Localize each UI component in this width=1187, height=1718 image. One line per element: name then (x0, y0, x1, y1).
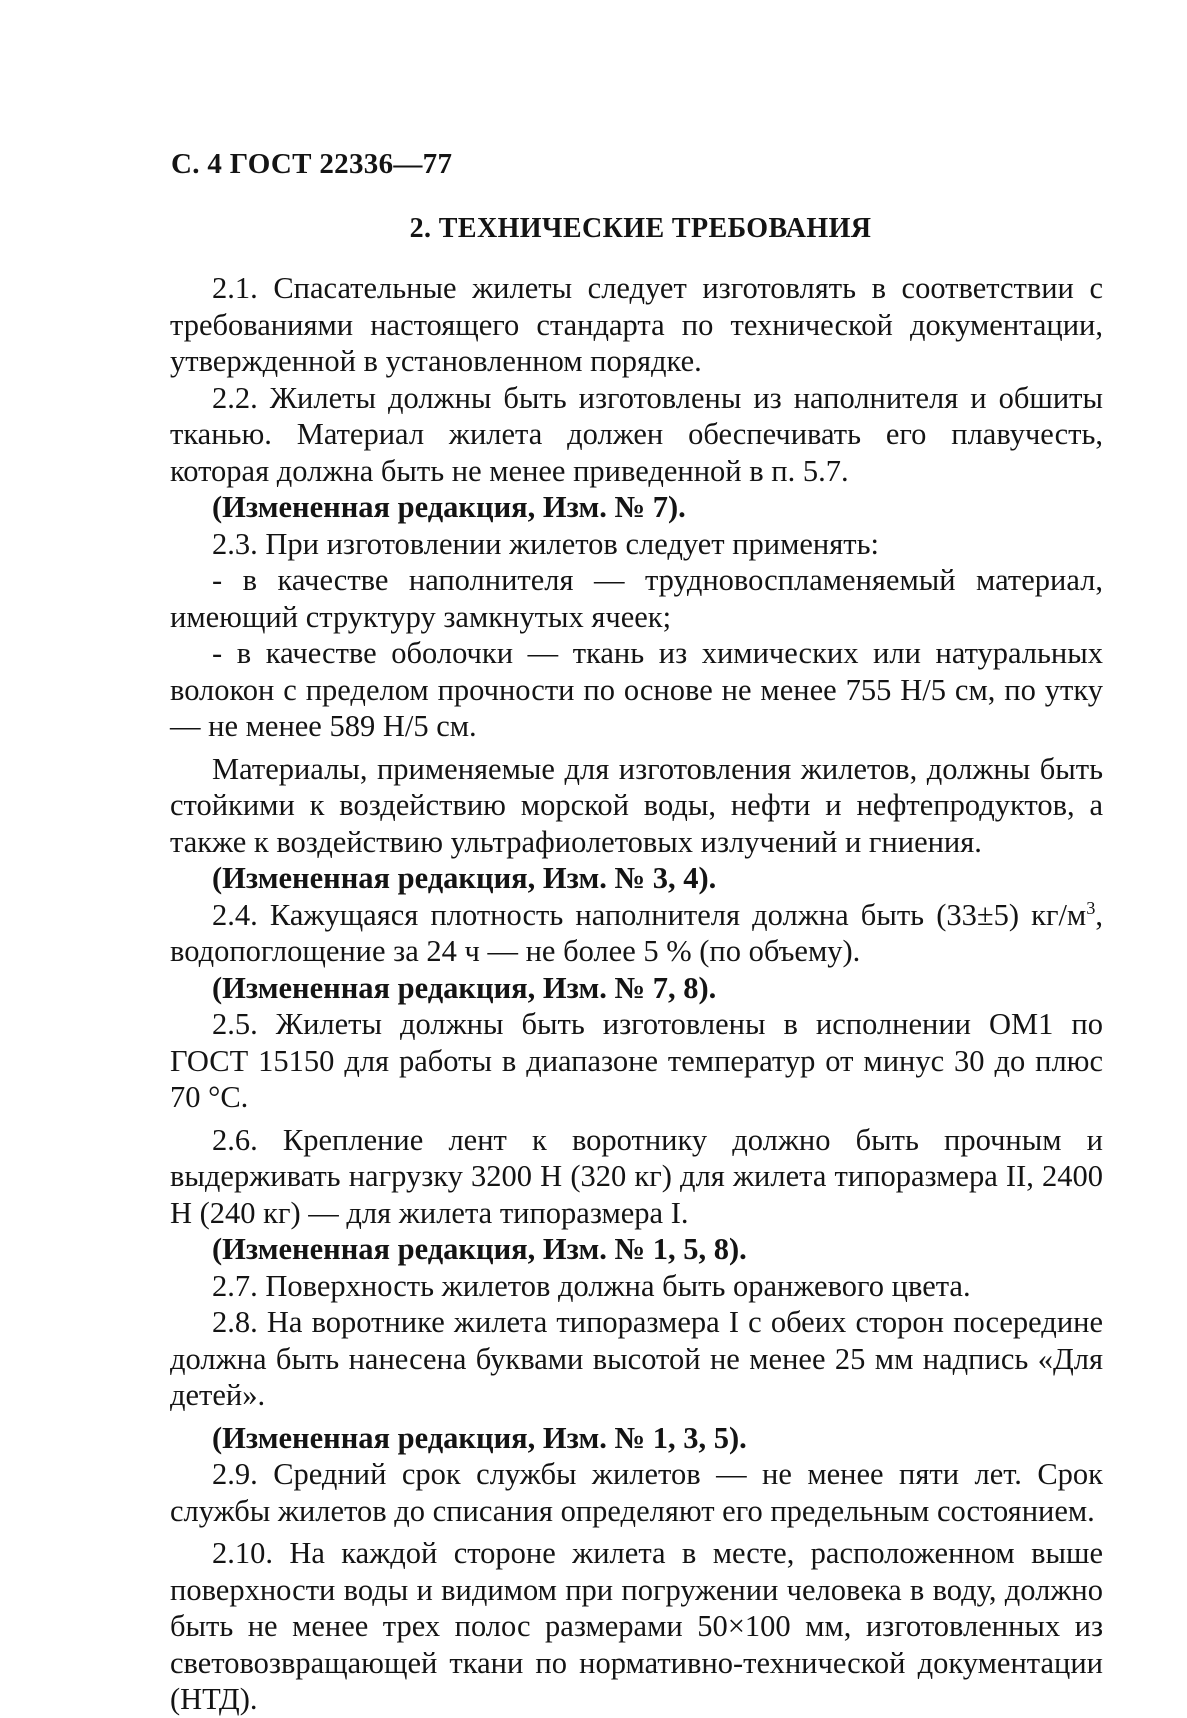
section-title: 2. ТЕХНИЧЕСКИЕ ТРЕБОВАНИЯ (409, 213, 872, 244)
amendment-note-2-2: (Измененная редакция, Изм. № 7). (212, 490, 686, 524)
page-header: С. 4 ГОСТ 22336—77 (171, 148, 453, 180)
amendment-note-2-8: (Измененная редакция, Изм. № 1, 3, 5). (212, 1420, 747, 1455)
clause-2-9: 2.9. Средний срок службы жилетов — не менее пяти лет. Срок службы жилетов до списания определяют его предельным состоянием. (170, 1457, 1103, 1528)
clause-2-3-materials: Материалы, применяемые для изготовления жилетов, должны быть стойкими к воздействию морской воды, нефти и нефтепродуктов, а также к воздействию ультрафиолетовых излучений и гниения. (170, 751, 1103, 859)
clause-2-2: 2.2. Жилеты должны быть изготовлены из наполнителя и обшиты тканью. Материал жилета должен обеспечивать его плавучесть, которая должна быть не менее приведенной в п. 5.7. (170, 380, 1103, 488)
clause-2-4-superscript: 3 (1086, 897, 1096, 918)
clause-2-1: 2.1. Спасательные жилеты следует изготовлять в соответствии с требованиями настоящего стандарта по технической документации, утвержденной в установленном порядке. (170, 271, 1103, 378)
clause-2-5: 2.5. Жилеты должны быть изготовлены в исполнении ОМ1 по ГОСТ 15150 для работы в диапазоне температур от минус 30 до плюс 70 °С. (170, 1007, 1103, 1114)
clause-2-8: 2.8. На воротнике жилета типоразмера I с обеих сторон посередине должна быть нанесена буквами высотой не менее 25 мм надпись «Для детей». (170, 1305, 1103, 1412)
section-body (170, 270, 1103, 1718)
clause-2-3-filler: - в качестве наполнителя — трудновоспламеняемый материал, имеющий структуру замкнутых ячеек; (170, 563, 1103, 634)
amendment-note-2-3: (Измененная редакция, Изм. № 3, 4). (212, 861, 717, 895)
clause-2-7: 2.7. Поверхность жилетов должна быть оранжевого цвета. (212, 1268, 971, 1303)
clause-2-6: 2.6. Крепление лент к воротнику должно быть прочным и выдерживать нагрузку 3200 Н (320 кг) для жилета типоразмера II, 2400 Н (240 кг) — для жилета типоразмера I. (170, 1122, 1103, 1230)
amendment-note-2-6: (Измененная редакция, Изм. № 1, 5, 8). (212, 1232, 747, 1266)
clause-2-10: 2.10. На каждой стороне жилета в месте, расположенном выше поверхности воды и видимом при погружении человека в воду, должно быть не менее трех полос размерами 50×100 мм, изготовленных из световозвращающей ткани по нормативно-технической документации (НТД). (170, 1536, 1103, 1716)
clause-2-4-text-b: , водопоглощение за 24 ч — не более 5 % (по объему). (170, 897, 1103, 968)
clause-2-4-text-a: 2.4. Кажущаяся плотность наполнителя должна быть (33±5) кг/м (212, 897, 1087, 932)
clause-2-3-shell: - в качестве оболочки — ткань из химических или натуральных волокон с пределом прочности по основе не менее 755 Н/5 см, по утку — не менее 589 Н/5 см. (170, 636, 1103, 743)
amendment-note-2-4: (Измененная редакция, Изм. № 7, 8). (212, 970, 717, 1005)
clause-2-4 (170, 897, 1103, 970)
clause-2-3: 2.3. При изготовлении жилетов следует применять: (212, 526, 879, 561)
